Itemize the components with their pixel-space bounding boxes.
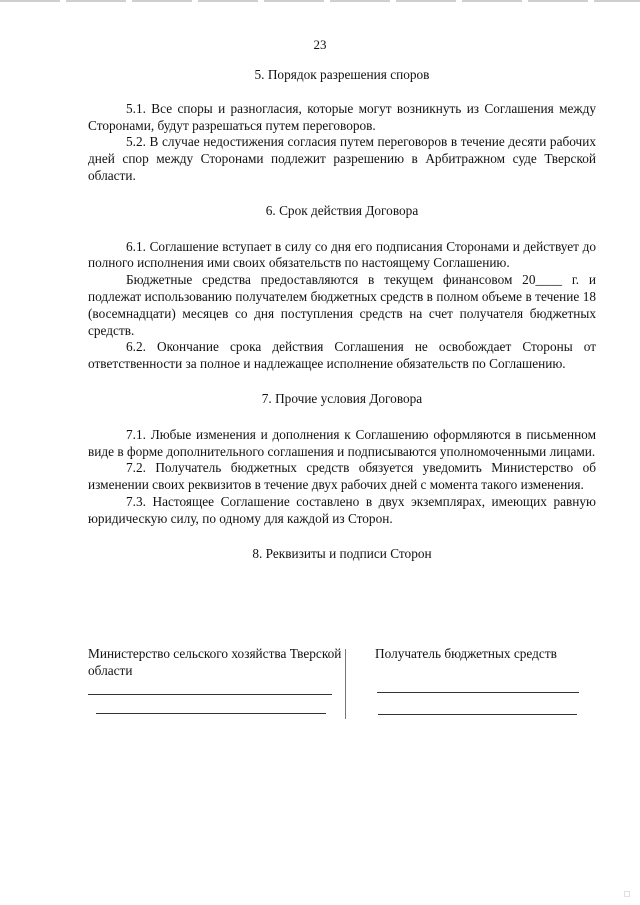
- document-body: [88, 67, 596, 562]
- paragraph-6-2: 6.2. Окончание срока действия Соглашения не освобождает Стороны от ответственности за полное и надлежащее исполнение обязательств по Соглашению.: [88, 339, 596, 372]
- signature-line-left-1: [88, 694, 332, 695]
- paragraph-6-1: 6.1. Соглашение вступает в силу со дня его подписания Сторонами и действует до полного исполнения ими своих обязательств по настоящему Соглашению.: [88, 238, 596, 271]
- paragraph-7-2: 7.2. Получатель бюджетных средств обязуется уведомить Министерство об изменении своих реквизитов в течение двух рабочих дней с момента такого изменения.: [88, 460, 596, 493]
- section-heading-other-terms: 7. Прочие условия Договора: [261, 390, 423, 406]
- paragraph-budget-funds: Бюджетные средства предоставляются в текущем финансовом 20____ г. и подлежат использованию получателем бюджетных средств в полном объеме в течение 18 (восемнадцати) месяцев со дня поступления средств на счет получателя бюджетных средств.: [88, 272, 596, 338]
- section-heading-signatures: 8. Реквизиты и подписи Сторон: [252, 545, 432, 561]
- signature-divider: [345, 649, 346, 719]
- paragraph-5-1: 5.1. Все споры и разногласия, которые могут возникнуть из Соглашения между Сторонами, будут разрешаться путем переговоров.: [88, 100, 596, 133]
- paragraph-7-3: 7.3. Настоящее Соглашение составлено в двух экземплярах, имеющих равную юридическую силу, по одному для каждой из Сторон.: [88, 493, 596, 526]
- paragraph-5-2: 5.2. В случае недостижения согласия путем переговоров в течение десяти рабочих дней спор между Сторонами подлежит разрешению в Арбитражном суде Тверской области.: [88, 134, 596, 183]
- signature-line-right-2: [378, 714, 577, 715]
- section-heading-term: 6. Срок действия Договора: [265, 202, 419, 218]
- signature-line-right-1: [377, 692, 579, 693]
- signature-left-party: Министерство сельского хозяйства Тверской области: [88, 646, 342, 678]
- signature-line-left-2: [96, 713, 326, 714]
- signature-right-party: Получатель бюджетных средств: [375, 646, 557, 661]
- section-heading-disputes: 5. Порядок разрешения споров: [254, 67, 430, 82]
- signature-block: [88, 645, 596, 720]
- paragraph-7-1: 7.1. Любые изменения и дополнения к Соглашению оформляются в письменном виде в форме дополнительного соглашения и подписываются уполномоченными лицами.: [88, 426, 596, 459]
- scan-corner-mark: [624, 891, 630, 897]
- page-number: 23: [313, 37, 327, 52]
- scan-top-edge: [0, 0, 640, 2]
